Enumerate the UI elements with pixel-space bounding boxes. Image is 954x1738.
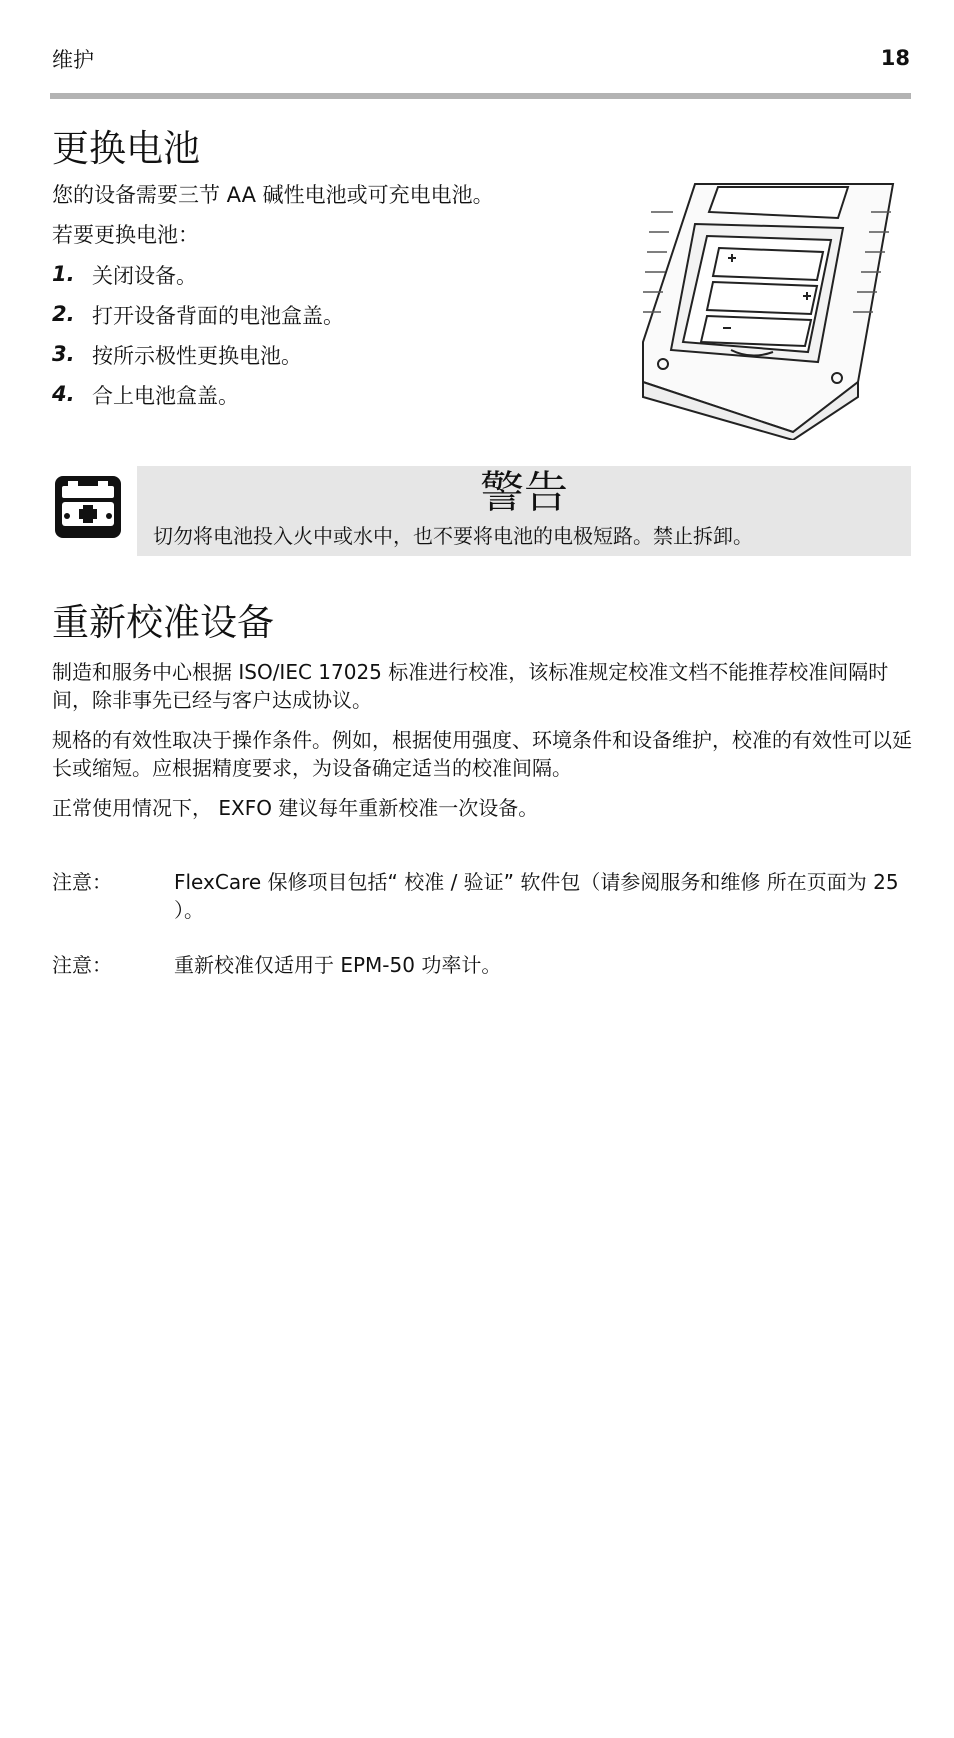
recalibration-body (52, 658, 912, 834)
warning-icon (52, 472, 124, 544)
header-section-title: 维护 (52, 48, 94, 72)
step-number: 1. (52, 262, 75, 286)
step-item (52, 340, 612, 370)
note-text: FlexCare 保修项目包括“ 校准 / 验证” 软件包（请参阅服务和维修 所在页面为 25 ）。 (174, 870, 899, 922)
step-text: 关闭设备。 (92, 264, 197, 288)
recalibration-paragraph: 制造和服务中心根据 ISO/IEC 17025 标准进行校准，该标准规定校准文档不能推荐校准间隔时间，除非事先已经与客户达成协议。 (52, 660, 889, 712)
page-header (52, 40, 910, 80)
note-text: 重新校准仅适用于 EPM-50 功率计。 (174, 953, 502, 977)
step-number: 3. (52, 342, 75, 366)
battery-compartment-illustration (633, 182, 905, 440)
warning-box (137, 466, 911, 556)
recalibration-paragraph: 正常使用情况下， EXFO 建议每年重新校准一次设备。 (52, 796, 539, 820)
step-item (52, 380, 612, 410)
recalibration-paragraph: 规格的有效性取决于操作条件。例如，根据使用强度、环境条件和设备维护，校准的有效性可以延长或缩短。应根据精度要求，为设备确定适当的校准间隔。 (52, 728, 912, 780)
step-text: 合上电池盒盖。 (92, 384, 239, 408)
step-text: 打开设备背面的电池盒盖。 (92, 304, 344, 328)
step-item (52, 260, 612, 290)
step-text: 按所示极性更换电池。 (92, 344, 302, 368)
battery-lead: 若要更换电池： (52, 223, 199, 247)
note-label: 注意： (52, 953, 112, 977)
warning-text: 切勿将电池投入火中或水中，也不要将电池的电极短路。禁止拆卸。 (153, 524, 753, 548)
battery-section-heading: 更换电池 (52, 127, 200, 170)
warning-title: 警告 (480, 467, 568, 518)
battery-intro: 您的设备需要三节 AA 碱性电池或可充电电池。 (52, 183, 494, 207)
header-rule (50, 93, 911, 99)
recalibration-section-heading: 重新校准设备 (52, 601, 274, 644)
battery-instructions (52, 180, 612, 420)
note-label: 注意： (52, 870, 112, 894)
step-number: 2. (52, 302, 75, 326)
step-number: 4. (52, 382, 75, 406)
step-item (52, 300, 612, 330)
page-number: 18 (880, 46, 910, 70)
